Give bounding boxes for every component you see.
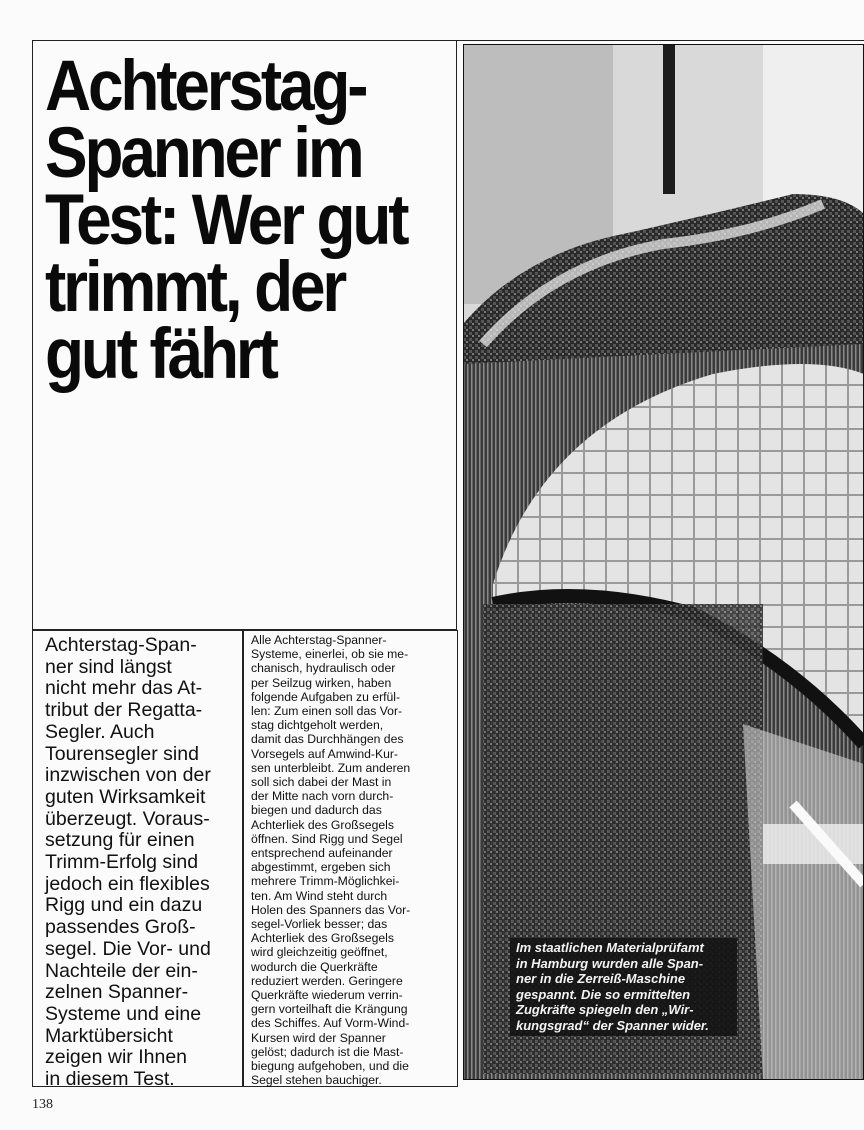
lead-paragraph: Achterstag-Span- ner sind längst nicht mehr das At- tribut der Regatta- Segler. Auch Tourensegler sind inzwischen von der guten Wirksamkeit überzeugt. Voraus- setzung für einen Trimm-Erfolg sind jedoch ein flexibles Rigg und ein dazu passendes Groß- segel. Die Vor- und Nachteile der ein- zelnen Spanner- Systeme und eine Marktübersicht zeigen wir Ihnen in diesem Test. xyxy=(45,634,211,1091)
body-paragraph: Alle Achterstag-Spanner- Systeme, einerlei, ob sie me- chanisch, hydraulisch oder per Seilzug wirken, haben folgende Aufgaben zu erfül- len: Zum einen soll das Vor- stag dichtgeholt werden, damit das Durchhängen des Vorsegels auf Amwind-Kur- sen unterbleibt. Zum anderen soll sich dabei der Mast in der Mitte nach vorn durch- biegen und dadurch das Achterliek des Großsegels öffnen. Sind Rigg und Segel entsprechend aufeinander abgestimmt, ergeben sich mehrere Trimm-Möglichkei- ten. Am Wind steht durch Holen des Spanners das Vor- segel-Vorliek besser; das Achterliek des Großsegels wird gleichzeitig geöffnet, wodurch die Querkräfte reduziert werden. Geringere Querkräfte wiederum verrin- gern vorteilhaft die Krängung des Schiffes. Auf Vorm-Wind- Kursen wird der Spanner gelöst; dadurch ist die Mast- biegung aufgehoben, und die Segel stehen bauchiger. xyxy=(251,633,411,1088)
test-machine-photo xyxy=(463,44,864,1080)
page-number: 138 xyxy=(32,1097,53,1112)
lead-box xyxy=(32,630,243,1091)
headline: Achterstag- Spanner im Test: Wer gut trimmt, der gut fährt xyxy=(45,47,407,394)
photo-illustration xyxy=(463,44,864,1080)
photo-caption: Im staatlichen Materialprüfamt in Hamburg wurden alle Span- ner in die Zerreiß-Maschine gespannt. Die so ermittelten Zugkräfte spiegeln den „Wir- kungsgrad“ der Spanner wider. xyxy=(510,938,737,1036)
headline-box xyxy=(32,40,457,630)
body-box xyxy=(243,630,458,1087)
